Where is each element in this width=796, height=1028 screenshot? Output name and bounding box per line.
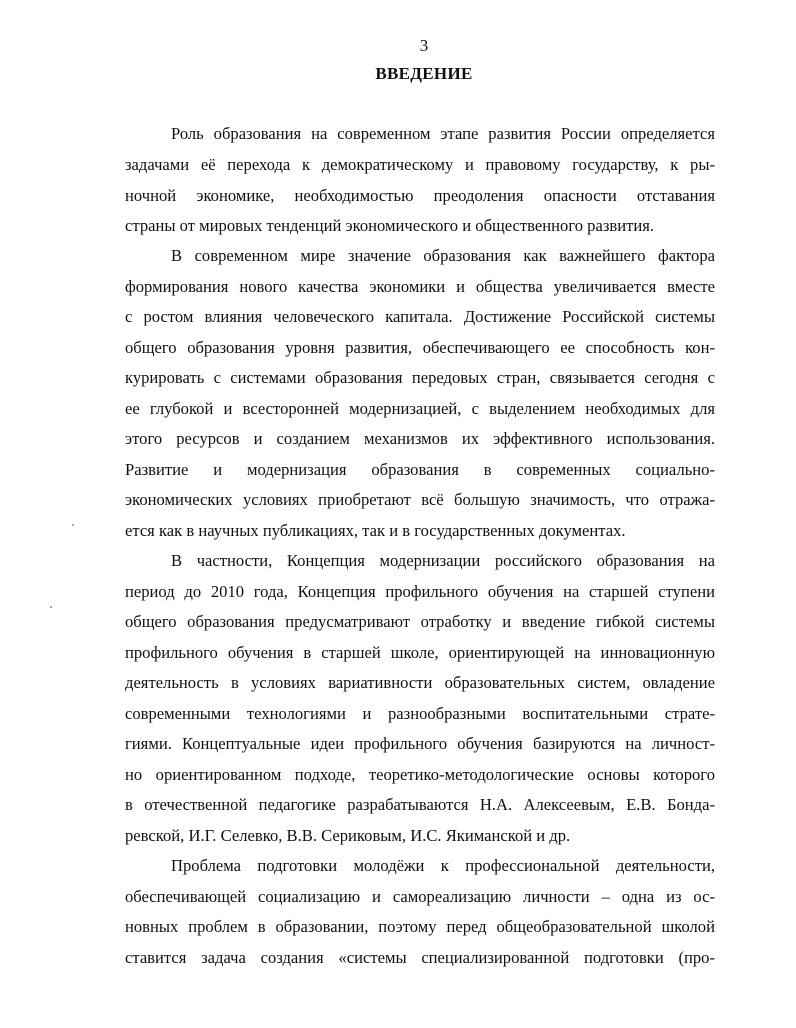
- scan-speck: [72, 524, 74, 526]
- paragraph-3-line-3: общего образования предусматривают отработку и введение гибкой системы: [125, 612, 715, 631]
- paragraph-2-line-7: этого ресурсов и созданием механизмов их эффективного использования.: [125, 429, 715, 448]
- paragraph-2-line-2: формирования нового качества экономики и общества увеличивается вместе: [125, 277, 715, 296]
- paragraph-3-line-5: деятельность в условиях вариативности образовательных систем, овладение: [125, 673, 715, 692]
- paragraph-1-line-4: страны от мировых тенденций экономического и общественного развития.: [125, 216, 655, 235]
- paragraph-2-line-5: курировать с системами образования передовых стран, связывается сегодня с: [125, 368, 715, 387]
- paragraph-3-line-8: но ориентированном подходе, теоретико-методологические основы которого: [125, 765, 715, 784]
- paragraph-3-line-6: современными технологиями и разнообразными воспитательными страте-: [125, 704, 715, 723]
- paragraph-3-line-4: профильного обучения в старшей школе, ориентирующей на инновационную: [125, 643, 715, 662]
- paragraph-2-line-6: ее глубокой и всесторонней модернизацией, с выделением необходимых для: [125, 399, 715, 418]
- paragraph-3-line-2: период до 2010 года, Концепция профильного обучения на старшей ступени: [125, 582, 715, 601]
- paragraph-3-line-1: В частности, Концепция модернизации российского образования на: [171, 551, 715, 570]
- paragraph-3-line-9: в отечественной педагогике разрабатываются Н.А. Алексеевым, Е.В. Бонда-: [125, 795, 715, 814]
- paragraph-4-line-2: обеспечивающей социализацию и самореализацию личности – одна из ос-: [125, 887, 715, 906]
- page-title: ВВЕДЕНИЕ: [375, 64, 473, 83]
- paragraph-4-line-4: ставится задача создания «системы специализированной подготовки (про-: [125, 948, 715, 967]
- paragraph-2-line-8: Развитие и модернизация образования в современных социально-: [125, 460, 715, 479]
- paragraph-4-line-1: Проблема подготовки молодёжи к профессиональной деятельности,: [171, 856, 715, 875]
- paragraph-3-line-10: ревской, И.Г. Селевко, В.В. Сериковым, И.С. Якиманской и др.: [125, 826, 571, 845]
- paragraph-2-line-4: общего образования уровня развития, обеспечивающего ее способность кон-: [125, 338, 715, 357]
- paragraph-4-line-3: новных проблем в образовании, поэтому перед общеобразовательной школой: [125, 917, 715, 936]
- paragraph-2-line-1: В современном мире значение образования как важнейшего фактора: [171, 246, 715, 265]
- paragraph-2-line-9: экономических условиях приобретают всё большую значимость, что отража-: [125, 490, 715, 509]
- paragraph-1-line-1: Роль образования на современном этапе развития России определяется: [171, 124, 715, 143]
- page-number: 3: [419, 36, 429, 55]
- paragraph-2-line-3: с ростом влияния человеческого капитала. Достижение Российской системы: [125, 307, 715, 326]
- paragraph-1-line-3: ночной экономике, необходимостью преодоления опасности отставания: [125, 186, 715, 205]
- paragraph-3-line-7: гиями. Концептуальные идеи профильного обучения базируются на личност-: [125, 734, 715, 753]
- paragraph-2-line-10: ется как в научных публикациях, так и в государственных документах.: [125, 521, 626, 540]
- scan-speck: [50, 606, 52, 608]
- paragraph-1-line-2: задачами её перехода к демократическому и правовому государству, к ры-: [125, 155, 715, 174]
